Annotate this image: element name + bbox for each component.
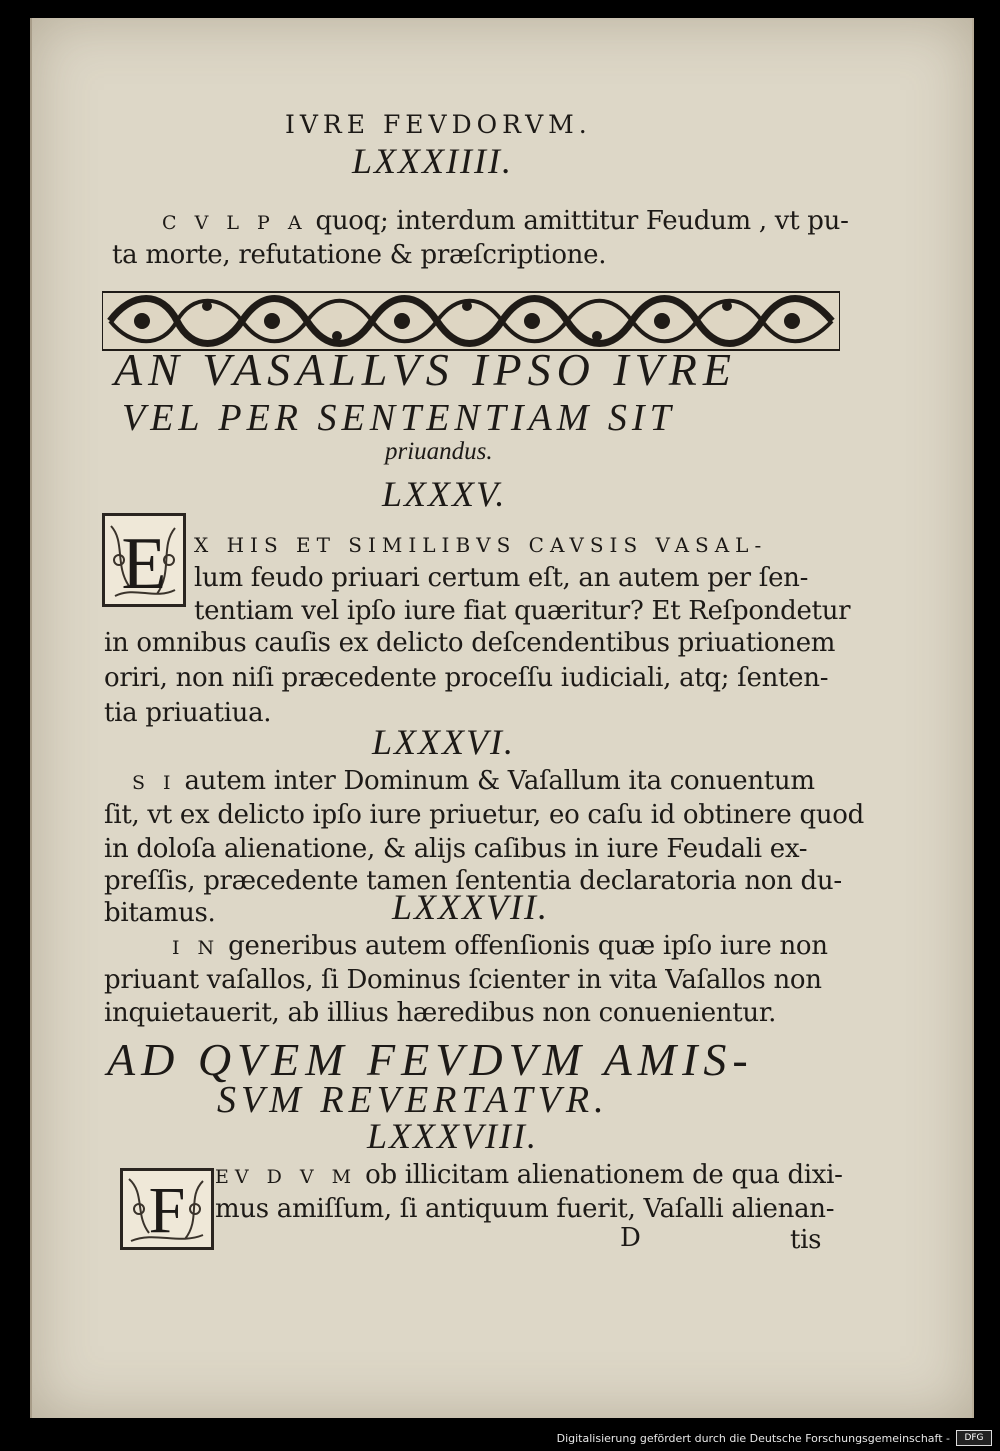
paragraph-84-lead: C V L P A xyxy=(162,212,308,234)
paragraph-85-line-5: oriri, non niſi præcedente proceſſu iudiciali, atq; ſenten- xyxy=(104,663,829,693)
decorated-initial-e: E xyxy=(102,513,186,607)
paragraph-86-line-5: bitamus. xyxy=(104,898,216,928)
paragraph-84-line-2: ta morte, refutatione & præſcriptione. xyxy=(112,240,607,270)
paragraph-88-line-2: mus amiſſum, ſi antiquum fuerit, Vaſalli alienan- xyxy=(215,1194,835,1224)
heading-88-line-2: SVM REVERTATVR. xyxy=(217,1079,609,1121)
funding-notice: Digitalisierung gefördert durch die Deutsche Forschungsgemeinschaft - xyxy=(556,1432,950,1445)
paragraph-86-line-3: in doloſa alienatione, & alijs caſibus in iure Feudali ex- xyxy=(104,834,808,864)
paragraph-88-line-1: EV D V M ob illicitam alienationem de qua dixi- xyxy=(215,1160,843,1190)
section-number-87: LXXXVII. xyxy=(392,887,549,927)
paragraph-85-line-6: tia priuatiua. xyxy=(104,698,272,728)
paragraph-85-line-4: in omnibus cauſis ex delicto deſcendentibus priuationem xyxy=(104,628,836,658)
section-number-85: LXXXV. xyxy=(382,474,507,514)
section-number-88: LXXXVIII. xyxy=(367,1116,538,1156)
decorated-initial-f: F xyxy=(120,1168,214,1250)
paragraph-87-line-2: priuant vaſallos, ſi Dominus ſcienter in vita Vaſallos non xyxy=(104,965,822,995)
section-number-84: LXXXIIII. xyxy=(352,141,513,181)
footer-bar xyxy=(0,1421,1000,1451)
heading-85-line-1: AN VASALLVS IPSO IVRE xyxy=(114,344,737,395)
paragraph-87-lead: I N xyxy=(172,937,221,959)
paragraph-86-lead: S I xyxy=(132,772,177,794)
dfg-logo-icon: DFG xyxy=(956,1430,992,1446)
paragraph-88-lead: EV D V M xyxy=(215,1166,358,1188)
paragraph-85-line-2: lum feudo priuari certum eſt, an autem per ſen- xyxy=(194,563,809,593)
heading-85-line-2: VEL PER SENTENTIAM SIT xyxy=(122,397,676,439)
running-title: IVRE FEVDORVM. xyxy=(285,110,592,139)
paragraph-85-line-1: X HIS ET SIMILIBVS CAVSIS VASAL- xyxy=(194,533,768,557)
paragraph-86-line-1: S I autem inter Dominum & Vaſallum ita conuentum xyxy=(132,766,815,796)
paragraph-87-line-3: inquietauerit, ab illius hæredibus non conuenientur. xyxy=(104,998,777,1028)
signature-mark: D xyxy=(620,1223,641,1253)
heading-85-line-3: priuandus. xyxy=(385,438,493,465)
heading-88-line-1: AD QVEM FEVDVM AMIS- xyxy=(107,1034,754,1085)
section-number-86: LXXXVI. xyxy=(372,722,515,762)
paragraph-87-line-1: I N generibus autem offenſionis quæ ipſo iure non xyxy=(172,931,828,961)
paragraph-84-line-1: C V L P A quoq; interdum amittitur Feudum , vt pu- xyxy=(162,206,849,236)
catchword: tis xyxy=(790,1225,822,1255)
paragraph-86-line-4: preſſis, præcedente tamen ſententia declaratoria non du- xyxy=(104,866,842,896)
paragraph-86-line-2: ſit, vt ex delicto ipſo iure priuetur, eo caſu id obtinere quod xyxy=(104,800,864,830)
book-page xyxy=(30,18,974,1418)
paragraph-85-line-3: tentiam vel ipſo iure fiat quæritur? Et Reſpondetur xyxy=(194,596,851,626)
